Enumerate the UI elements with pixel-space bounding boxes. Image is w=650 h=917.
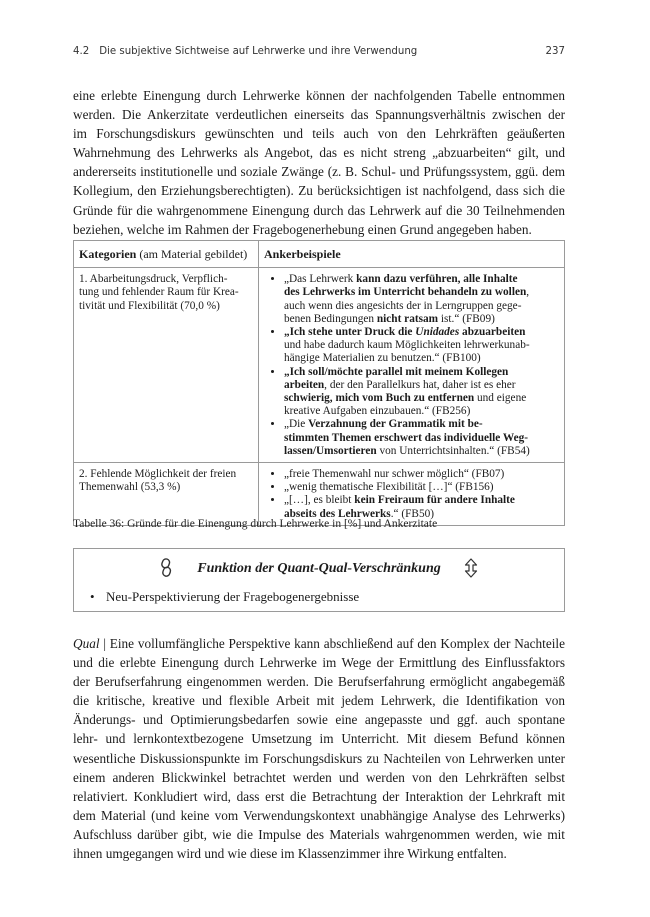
row2-quotes <box>259 463 565 526</box>
quote-list <box>264 273 558 458</box>
header-categories-rest: (am Material gebildet) <box>136 247 248 261</box>
box-item-text: Neu-Perspektivierung der Fragebogenergebnisse <box>106 589 360 604</box>
header-categories-bold: Kategorien <box>79 247 137 261</box>
table-row <box>74 268 565 463</box>
text-line: ihnen umgegangen wird und wie diese im Klassenzimmer ihre Wirkung entfalten. <box>73 846 507 862</box>
text-line: Aufschluss darüber gibt, wie die Impulse des Materials wahrgenommen werden, wie mit <box>73 826 565 842</box>
text-line: Kollegium, den Erziehungsberechtigten). Zu berücksichtigen ist nachfolgend, dass sich die <box>73 183 565 199</box>
category-line: tivität und Flexibilität (70,0 %) <box>79 299 220 312</box>
text-line: lehr- und lernkontextbezogene Umsetzung im Unterricht. Mit diesem Befund können <box>73 731 565 747</box>
category-line: 1. Abarbeitungsdruck, Verpflich- <box>79 273 228 286</box>
quote-emphasis-italic: Unidades <box>415 326 460 339</box>
qual-paragraph <box>73 634 565 863</box>
quote-emphasis: nicht ratsam <box>376 312 439 325</box>
quote-emphasis: stimmten Themen erschwert das individuelle Weg- <box>284 431 529 444</box>
quote-text: ist.“ (FB09) <box>438 312 495 325</box>
text-line: wesentliche Diskussionspunkte im Forschungsdiskurs zu Nachteilen von Lehrwerken unter <box>73 750 565 766</box>
quote-emphasis: „Ich soll/möchte parallel mit meinem Kollegen <box>284 365 509 378</box>
quote-emphasis: lassen/Umsortieren <box>284 444 377 457</box>
text-line: relativiert. Konkludiert wird, dass erst die Betrachtung der Interaktion der Lehrkraft mit <box>73 788 565 804</box>
text-line <box>73 634 565 653</box>
quote-text: • „wenig thematische Flexibilität […]“ (FB156) <box>284 481 494 494</box>
reasons-table <box>73 240 565 526</box>
up-down-arrow-icon <box>464 558 478 578</box>
running-head-section <box>73 46 417 57</box>
box-title: Funktion der Quant-Qual-Verschränkung <box>197 561 441 576</box>
quote-text: „[…], es bleibt <box>284 494 355 507</box>
category-line: Themenwahl (53,3 %) <box>79 481 181 494</box>
quote-text: , <box>526 286 530 299</box>
quote-item <box>284 366 558 419</box>
quote-emphasis: abseits des Lehrwerks <box>284 507 391 520</box>
quote-emphasis: „Ich stehe unter Druck die <box>284 326 416 339</box>
bullet-icon: • <box>90 589 95 604</box>
quote-text: • „freie Themenwahl nur schwer möglich“ (FB07) <box>284 468 505 481</box>
page-number: 237 <box>545 46 565 57</box>
quote-emphasis: des Lehrwerks im Unterricht behandeln zu wollen <box>284 286 527 299</box>
quote-text: „Die <box>284 418 309 431</box>
box-list-item <box>90 589 359 605</box>
quote-text: von Unterrichtsinhalten.“ (FB54) <box>376 444 530 457</box>
running-head <box>73 46 565 57</box>
header-categories <box>74 241 259 268</box>
quote-list <box>264 468 558 521</box>
quote-text: .“ (FB50) <box>390 507 435 520</box>
header-anchor-examples-text: Ankerbeispiele <box>264 247 341 261</box>
quote-item <box>284 418 558 458</box>
text-line: Wahrnehmung des Lehrwerks als Angebot, das es nicht streng „abzuarbeiten“ gilt, und <box>73 145 565 161</box>
text-line: eine erlebte Einengung durch Lehrwerke können der nachfolgenden Tabelle entnommen <box>73 88 565 103</box>
quote-item <box>284 273 558 326</box>
section-title: Die subjektive Sichtweise auf Lehrwerke und ihre Verwendung <box>99 46 418 57</box>
text-line: der Berufserfahrung eingenommen werden. Die Berufserfahrung ermöglicht angabegemäß <box>73 674 565 690</box>
text-line: im Forschungsdiskurs gewünschten und teils auch von den Lehrkräften geäußerten <box>73 126 565 142</box>
function-box <box>73 548 565 612</box>
category-line: 2. Fehlende Möglichkeit der freien <box>79 468 237 481</box>
text-line: dem Material (und keine vom Verwendungskontext unabhängige Analyse des Lehrwerks) <box>73 807 565 823</box>
text-line-content: | Eine vollumfängliche Perspektive kann abschließend auf den Komplex der Nachteile <box>99 636 565 651</box>
text-line: die kritische, kreative und flexible Arbeit mit jedem Lehrwerk, die Identifikation von <box>73 693 565 709</box>
quote-emphasis: arbeiten <box>284 378 325 391</box>
quote-text: kreative Aufgaben einzubauen.“ (FB256) <box>284 405 471 418</box>
quote-emphasis: Verzahnung der Grammatik mit be- <box>308 418 483 431</box>
quote-emphasis: schwierig, mich vom Buch zu entfernen <box>284 392 475 405</box>
category-line: tung und fehlender Raum für Krea- <box>79 286 239 299</box>
qual-keyword: Qual <box>73 636 100 651</box>
quote-text: benen Bedingungen <box>284 312 377 325</box>
table-caption: Tabelle 36: Gründe für die Einengung durch Lehrwerke in [%] und Ankerzitate <box>73 518 438 530</box>
text-line: werden. Die Ankerzitate verdeutlichen einerseits das Spannungsverhältnis zwischen der <box>73 107 565 123</box>
quote-text: hängige Materialien zu benutzen.“ (FB100) <box>284 352 481 365</box>
quote-item <box>284 481 558 494</box>
row1-quotes <box>259 268 565 463</box>
quote-text: auch wenn dies angesichts der in Lerngruppen gege- <box>284 299 522 312</box>
text-line: andererseits institutionelle und soziale Zwänge (z. B. Schul- und Prüfungssystem, ggü. dem <box>73 164 565 180</box>
quote-text: , der den Parallelkurs hat, daher ist es eher <box>324 378 516 391</box>
text-line: beziehen, welche im Rahmen der Fragebogenerhebung einen Grund angegeben haben. <box>73 221 532 237</box>
quote-text: und eigene <box>474 392 527 405</box>
quote-text: „Das Lehrwerk <box>284 273 357 286</box>
quote-emphasis: abzuarbeiten <box>459 326 526 339</box>
header-anchor-examples <box>259 241 565 268</box>
text-line: einem anderen Blickwinkel betrachtet werden und werden von den Lehrkräften selbst <box>73 769 565 785</box>
intro-paragraph <box>73 86 565 239</box>
section-number: 4.2 <box>73 46 90 57</box>
quote-emphasis: kein Freiraum für andere Inhalte <box>354 494 515 507</box>
text-line: und die erlebte Einengung durch Lehrwerke im Wege der Ermittlung des Einflussfaktors <box>73 655 565 671</box>
quote-item <box>284 468 558 481</box>
table-header-row <box>74 241 565 268</box>
text-line: Änderungs- und Optimierungsbedarfen sowie eine angepasste und ggf. auch spontane <box>73 712 565 728</box>
quote-item <box>284 494 558 520</box>
quote-text: und habe dadurch kaum Möglichkeiten lehrwerkunab- <box>284 339 530 352</box>
text-line: Gründe für die wahrgenommene Einengung durch das Lehrwerk auf die 30 Teilnehmenden <box>73 202 565 218</box>
table-row <box>74 463 565 526</box>
row1-category <box>74 268 259 463</box>
quote-item <box>284 326 558 366</box>
quote-emphasis: kann dazu verführen, alle Inhalte <box>356 273 518 286</box>
row2-category <box>74 463 259 526</box>
